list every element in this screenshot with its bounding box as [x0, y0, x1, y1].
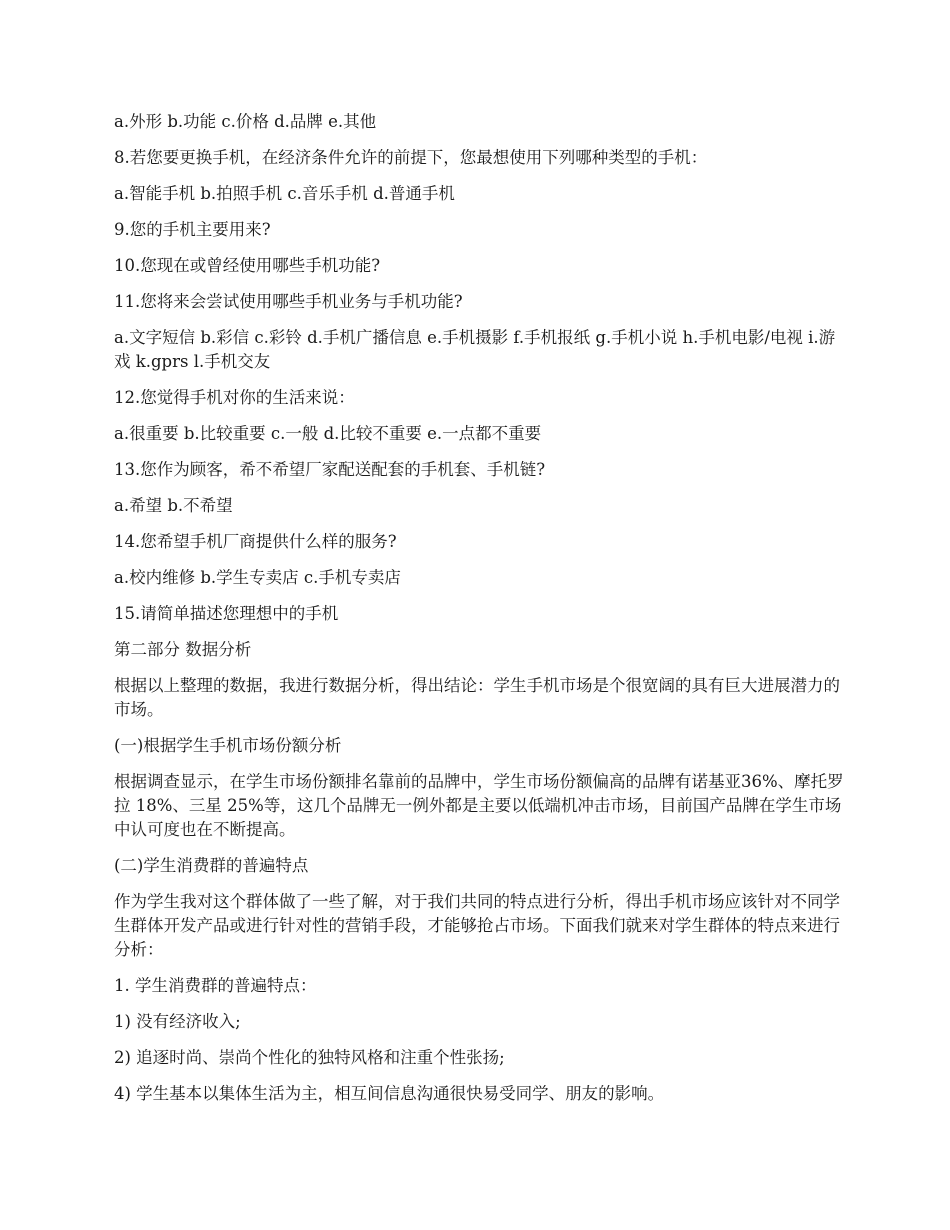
question-12: 12.您觉得手机对你的生活来说：	[114, 388, 355, 407]
subheading-consumer-traits: (二)学生消费群的普遍特点	[114, 856, 309, 875]
options-q11: a.文字短信 b.彩信 c.彩铃 d.手机广播信息 e.手机摄影 f.手机报纸 g.手机小说 h.手机电影/电视 i.游戏 k.gprs l.手机交友	[114, 328, 836, 371]
market-share-paragraph: 根据调查显示，在学生市场份额排名靠前的品牌中，学生市场份额偏高的品牌有诺基亚36%、摩托罗拉 18%、三星 25%等，这几个品牌无一例外都是主要以低端机冲击市场，目前国产品牌在学生市场中认可度也在不断提高。	[114, 772, 844, 839]
options-q8: a.智能手机 b.拍照手机 c.音乐手机 d.普通手机	[114, 184, 455, 203]
options-q12: a.很重要 b.比较重要 c.一般 d.比较不重要 e.一点都不重要	[114, 424, 542, 443]
consumer-traits-intro: 作为学生我对这个群体做了一些了解，对于我们共同的特点进行分析，得出手机市场应该针对不同学生群体开发产品或进行针对性的营销手段，才能够抢占市场。下面我们就来对学生群体的特点来进行分析：	[114, 892, 840, 959]
question-15: 15.请简单描述您理想中的手机	[114, 604, 339, 623]
analysis-conclusion: 根据以上整理的数据，我进行数据分析，得出结论：学生手机市场是个很宽阔的具有巨大进展潜力的市场。	[114, 676, 840, 719]
options-q14: a.校内维修 b.学生专卖店 c.手机专卖店	[114, 568, 401, 587]
list-item-4: 4) 学生基本以集体生活为主，相互间信息沟通很快易受同学、朋友的影响。	[114, 1084, 665, 1103]
question-11: 11.您将来会尝试使用哪些手机业务与手机功能?	[114, 292, 463, 311]
options-q13: a.希望 b.不希望	[114, 496, 233, 515]
subheading-market-share: (一)根据学生手机市场份额分析	[114, 736, 342, 755]
options-q7: a.外形 b.功能 c.价格 d.品牌 e.其他	[114, 112, 377, 131]
question-14: 14.您希望手机厂商提供什么样的服务?	[114, 532, 397, 551]
list-item-2: 2) 追逐时尚、崇尚个性化的独特风格和注重个性张扬;	[114, 1048, 505, 1067]
question-13: 13.您作为顾客，希不希望厂家配送配套的手机套、手机链?	[114, 460, 546, 479]
list-item-1: 1) 没有经济收入;	[114, 1012, 241, 1031]
question-9: 9.您的手机主要用来?	[114, 220, 271, 239]
question-8: 8.若您要更换手机，在经济条件允许的前提下，您最想使用下列哪种类型的手机：	[114, 148, 708, 167]
question-10: 10.您现在或曾经使用哪些手机功能?	[114, 256, 381, 275]
section-heading-part-two: 第二部分 数据分析	[114, 640, 252, 659]
list-heading-traits: 1. 学生消费群的普遍特点：	[114, 976, 317, 995]
document-body	[114, 110, 844, 1118]
